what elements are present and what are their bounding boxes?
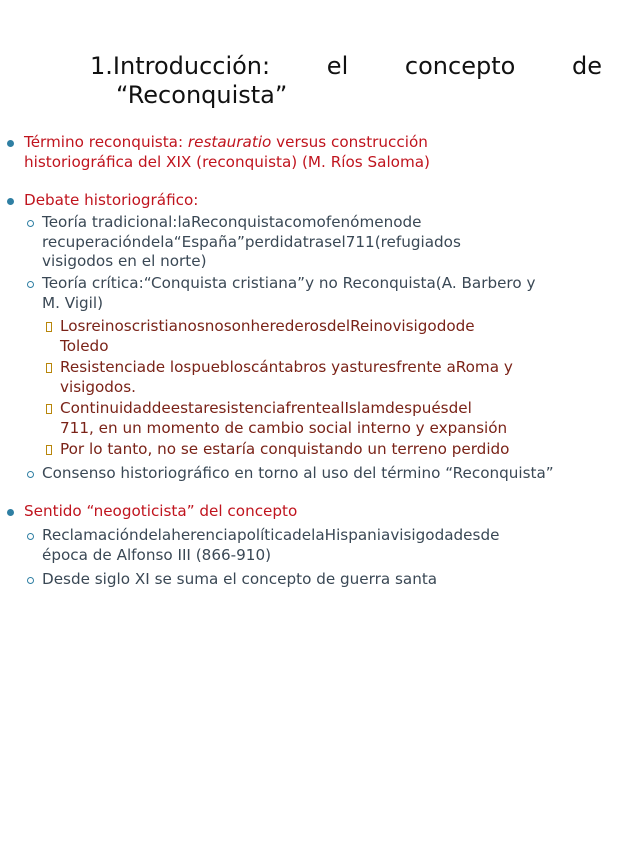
bullet-terminology: [24, 133, 602, 172]
line: época de Alfonso III (866-910): [42, 545, 272, 564]
word: tras: [302, 232, 333, 251]
word: Reino: [350, 317, 393, 335]
point-item: [60, 399, 584, 438]
word: de: [138, 526, 158, 544]
sub-bullet-consensus: [42, 464, 602, 484]
word: frente a: [396, 358, 456, 376]
word: no: [204, 317, 224, 335]
bullet-ring-icon: [27, 533, 34, 540]
justified-line: [42, 233, 585, 253]
word: el: [332, 232, 346, 251]
word: son: [223, 317, 251, 335]
word: política: [236, 526, 293, 544]
justified-line: [60, 358, 601, 378]
word: al: [330, 399, 345, 417]
word-italic: restauratio: [187, 133, 272, 151]
word: esta: [170, 399, 204, 417]
word: Continuidad: [60, 399, 152, 417]
word: la: [157, 526, 172, 544]
word: de: [402, 213, 422, 231]
bullet-debate: [24, 191, 602, 211]
line: Toledo: [60, 336, 109, 355]
title-word: el: [326, 52, 349, 80]
line: M. Vigil): [42, 293, 104, 312]
line: Por lo tanto, no se estaría conquistando un terreno perdido: [60, 440, 510, 458]
word: Los: [60, 317, 86, 335]
bullet-ring-icon: [27, 220, 34, 227]
word: la: [177, 213, 191, 231]
point-item: [60, 317, 601, 356]
point-item: [60, 358, 601, 397]
word: Hispania: [324, 526, 391, 544]
line: Consenso historiográfico en torno al uso del término “Reconquista”: [42, 464, 554, 482]
word: herencia: [171, 526, 237, 544]
word: desde: [453, 526, 500, 544]
word: del: [326, 317, 351, 335]
bullet-text: Sentido “neogoticista” del concepto: [24, 502, 298, 520]
sub-bullet-claim: [42, 526, 602, 565]
word: Reclamación: [42, 526, 139, 544]
justified-line: [42, 526, 602, 546]
word: (refugiados: [374, 232, 461, 251]
square-bullet-icon: [46, 322, 52, 332]
bullet-text: Debate historiográfico:: [24, 191, 199, 209]
word: Teoría crítica:: [42, 274, 144, 292]
word: pueblos: [191, 358, 251, 376]
word: cristianos: [131, 317, 205, 335]
word: cántabros y: [251, 358, 341, 376]
line: Desde siglo XI se suma el concepto de guerra santa: [42, 570, 438, 588]
sub-bullet-traditional: [42, 213, 585, 272]
word: herederos: [250, 317, 327, 335]
word: (A. Barbero y: [435, 274, 536, 292]
word: Roma y: [455, 358, 513, 376]
justified-line: [60, 317, 601, 337]
word: fenómeno: [325, 213, 403, 231]
justified-line: [42, 274, 600, 294]
point-item: [60, 440, 601, 460]
square-bullet-icon: [46, 445, 52, 455]
bullet-dot-icon: [7, 509, 14, 516]
line: 711, en un momento de cambio social interno y expansión: [60, 418, 508, 437]
slide-title: [90, 52, 602, 110]
word: Término: [24, 133, 84, 151]
word: después: [385, 399, 449, 417]
word: de: [151, 399, 171, 417]
word: “Conquista cristiana”: [143, 274, 306, 292]
word: Reconquista: [190, 213, 285, 231]
word: perdida: [244, 232, 303, 251]
word: versus: [276, 133, 327, 151]
word: de: [292, 526, 312, 544]
word: del: [448, 399, 472, 417]
word: construcción: [331, 133, 428, 151]
word: como: [284, 213, 326, 231]
word: Resistencia: [60, 358, 147, 376]
word: recuperación: [42, 232, 142, 251]
word: reinos: [85, 317, 132, 335]
square-bullet-icon: [46, 363, 52, 373]
word: 711: [345, 232, 375, 251]
word: de: [455, 317, 475, 335]
bullet-ring-icon: [27, 577, 34, 584]
word: Islam: [344, 399, 386, 417]
word: frente: [285, 399, 331, 417]
bullet-ring-icon: [27, 471, 34, 478]
justified-line: [42, 213, 585, 233]
line: visigodos en el norte): [42, 252, 207, 270]
word: de: [141, 232, 161, 251]
word: la: [311, 526, 325, 544]
title-word: concepto: [404, 52, 516, 80]
line: visigodos.: [60, 377, 136, 396]
word: la: [160, 232, 174, 251]
word: reconquista:: [88, 133, 184, 151]
word: “España”: [173, 232, 245, 251]
title-line-2: “Reconquista”: [116, 81, 288, 109]
justified-line: [60, 399, 584, 419]
line: historiográfica del XIX (reconquista) (M. Ríos Saloma): [24, 152, 430, 171]
bullet-dot-icon: [7, 198, 14, 205]
bullet-ring-icon: [27, 281, 34, 288]
bullet-neogoticism: [24, 502, 602, 522]
bullet-dot-icon: [7, 140, 14, 147]
word: astures: [340, 358, 397, 376]
sub-bullet-holy-war: [42, 570, 602, 590]
square-bullet-icon: [46, 404, 52, 414]
title-word: de: [572, 52, 602, 80]
word: visigodo: [392, 317, 456, 335]
sub-bullet-critical: [42, 274, 600, 313]
word: visigoda: [390, 526, 454, 544]
word: Teoría tradicional:: [42, 213, 178, 231]
title-word: 1.Introducción:: [90, 52, 271, 80]
word: de los: [146, 358, 192, 376]
word: resistencia: [203, 399, 286, 417]
word: y no Reconquista: [305, 274, 436, 292]
